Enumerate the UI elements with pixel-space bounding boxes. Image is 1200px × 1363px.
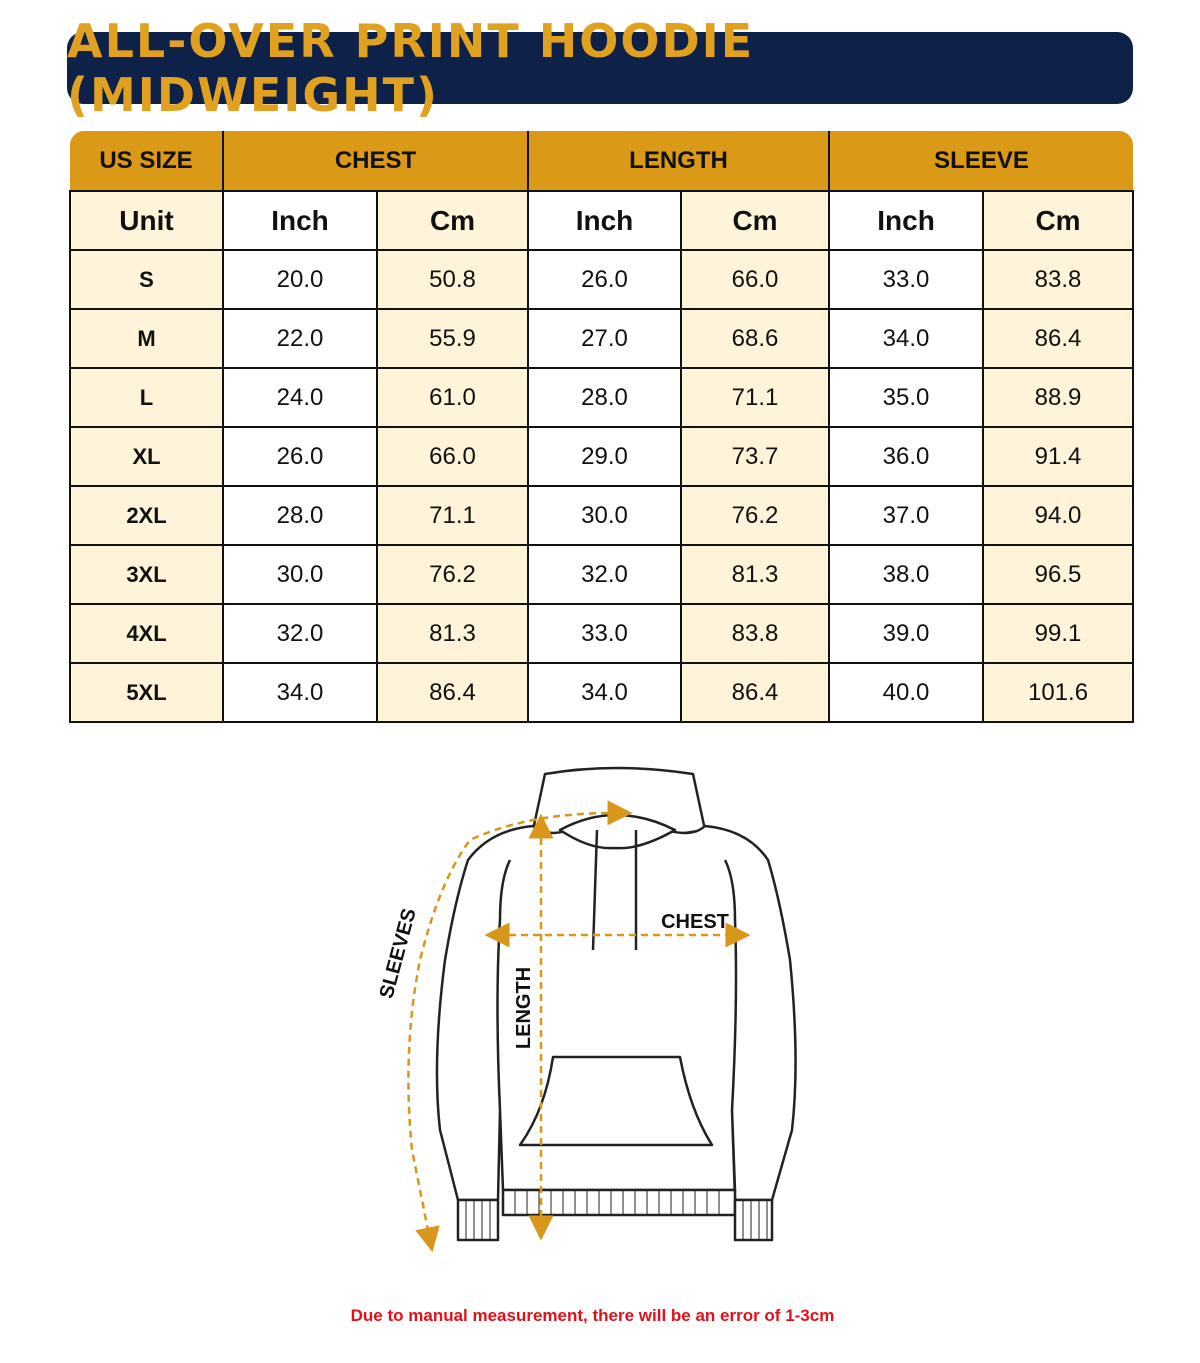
unit-row bbox=[70, 191, 1133, 250]
sleeve-cm-cell: 99.1 bbox=[983, 604, 1133, 663]
table-row bbox=[70, 545, 1133, 604]
chest-cm-cell: 61.0 bbox=[377, 368, 528, 427]
length-inch-cell: 27.0 bbox=[528, 309, 681, 368]
length-cm-cell: 68.6 bbox=[681, 309, 829, 368]
length-cm-cell: 71.1 bbox=[681, 368, 829, 427]
unit-label: Unit bbox=[70, 191, 223, 250]
size-cell: 4XL bbox=[70, 604, 223, 663]
length-cm-cell: 66.0 bbox=[681, 250, 829, 309]
header-us-size: US SIZE bbox=[70, 131, 223, 191]
length-inch-cell: 26.0 bbox=[528, 250, 681, 309]
chest-cm-cell: 86.4 bbox=[377, 663, 528, 722]
chest-inch-cell: 22.0 bbox=[223, 309, 377, 368]
sleeve-inch-cell: 36.0 bbox=[829, 427, 983, 486]
length-inch-cell: 28.0 bbox=[528, 368, 681, 427]
title-banner bbox=[67, 14, 1133, 122]
chest-cm-cell: 81.3 bbox=[377, 604, 528, 663]
size-cell: S bbox=[70, 250, 223, 309]
sleeve-cm-cell: 88.9 bbox=[983, 368, 1133, 427]
chest-inch-cell: 20.0 bbox=[223, 250, 377, 309]
chest-inch-cell: 26.0 bbox=[223, 427, 377, 486]
sleeve-inch-cell: 35.0 bbox=[829, 368, 983, 427]
length-inch-cell: 30.0 bbox=[528, 486, 681, 545]
sleeve-cm-cell: 91.4 bbox=[983, 427, 1133, 486]
chest-cm-cell: 66.0 bbox=[377, 427, 528, 486]
chest-inch-cell: 34.0 bbox=[223, 663, 377, 722]
sleeve-cm-cell: 101.6 bbox=[983, 663, 1133, 722]
sleeves-label: SLEEVES bbox=[375, 906, 421, 1001]
table-row bbox=[70, 604, 1133, 663]
length-cm-cell: 81.3 bbox=[681, 545, 829, 604]
length-inch-cell: 34.0 bbox=[528, 663, 681, 722]
unit-length-cm: Cm bbox=[681, 191, 829, 250]
chest-inch-cell: 32.0 bbox=[223, 604, 377, 663]
size-cell: 2XL bbox=[70, 486, 223, 545]
sleeve-cm-cell: 96.5 bbox=[983, 545, 1133, 604]
length-label: LENGTH bbox=[513, 966, 535, 1050]
unit-sleeve-cm: Cm bbox=[983, 191, 1133, 250]
size-cell: L bbox=[70, 368, 223, 427]
chest-cm-cell: 50.8 bbox=[377, 250, 528, 309]
length-cm-cell: 73.7 bbox=[681, 427, 829, 486]
header-length: LENGTH bbox=[528, 131, 829, 191]
size-chart-table bbox=[69, 131, 1134, 723]
table-row bbox=[70, 486, 1133, 545]
sleeve-cm-cell: 83.8 bbox=[983, 250, 1133, 309]
sleeve-cm-cell: 86.4 bbox=[983, 309, 1133, 368]
size-cell: 3XL bbox=[70, 545, 223, 604]
unit-chest-inch: Inch bbox=[223, 191, 377, 250]
chest-label: CHEST bbox=[661, 911, 729, 933]
table-row bbox=[70, 309, 1133, 368]
header-row bbox=[70, 131, 1133, 191]
length-inch-cell: 32.0 bbox=[528, 545, 681, 604]
length-inch-cell: 33.0 bbox=[528, 604, 681, 663]
sleeve-inch-cell: 38.0 bbox=[829, 545, 983, 604]
size-cell: 5XL bbox=[70, 663, 223, 722]
sleeve-inch-cell: 39.0 bbox=[829, 604, 983, 663]
table-row bbox=[70, 427, 1133, 486]
unit-length-inch: Inch bbox=[528, 191, 681, 250]
sleeve-cm-cell: 94.0 bbox=[983, 486, 1133, 545]
unit-sleeve-inch: Inch bbox=[829, 191, 983, 250]
unit-chest-cm: Cm bbox=[377, 191, 528, 250]
length-cm-cell: 86.4 bbox=[681, 663, 829, 722]
hoodie-measurement-diagram bbox=[370, 760, 810, 1260]
length-inch-cell: 29.0 bbox=[528, 427, 681, 486]
table-row bbox=[70, 368, 1133, 427]
table-row bbox=[70, 663, 1133, 722]
page-title: ALL-OVER PRINT HOODIE (MIDWEIGHT) bbox=[67, 14, 755, 122]
length-cm-cell: 83.8 bbox=[681, 604, 829, 663]
chest-cm-cell: 55.9 bbox=[377, 309, 528, 368]
sleeve-inch-cell: 34.0 bbox=[829, 309, 983, 368]
sleeve-inch-cell: 33.0 bbox=[829, 250, 983, 309]
chest-cm-cell: 71.1 bbox=[377, 486, 528, 545]
chest-inch-cell: 28.0 bbox=[223, 486, 377, 545]
measurement-note: Due to manual measurement, there will be an error of 1-3cm bbox=[350, 1306, 835, 1325]
hoodie-outline-icon bbox=[437, 768, 796, 1240]
size-cell: M bbox=[70, 309, 223, 368]
sleeve-inch-cell: 37.0 bbox=[829, 486, 983, 545]
sleeve-inch-cell: 40.0 bbox=[829, 663, 983, 722]
header-chest: CHEST bbox=[223, 131, 528, 191]
length-cm-cell: 76.2 bbox=[681, 486, 829, 545]
chest-inch-cell: 24.0 bbox=[223, 368, 377, 427]
table-row bbox=[70, 250, 1133, 309]
chest-inch-cell: 30.0 bbox=[223, 545, 377, 604]
chest-cm-cell: 76.2 bbox=[377, 545, 528, 604]
size-cell: XL bbox=[70, 427, 223, 486]
header-sleeve: SLEEVE bbox=[829, 131, 1133, 191]
